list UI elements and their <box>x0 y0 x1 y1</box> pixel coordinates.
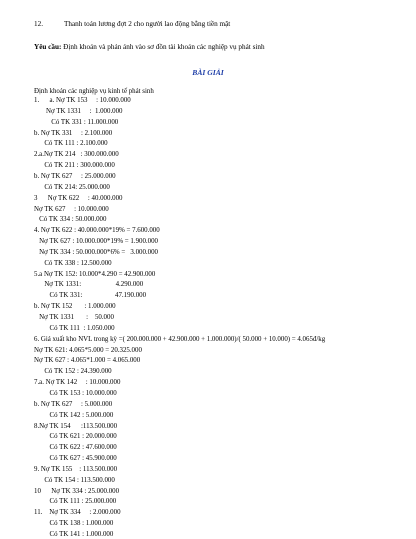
entry-line: 4. Nợ TK 622 : 40.000.000*19% = 7.600.000 <box>34 227 160 235</box>
entry-line: 9. Nợ TK 155 : 113.500.000 <box>34 465 118 473</box>
entry-line: Nợ TK 1331 : 1.000.000 <box>34 107 123 115</box>
entry-line: Có TK 338 : 12.500.000 <box>34 259 112 267</box>
entry-line: 11. Nợ TK 334 : 2.000.000 <box>34 509 121 517</box>
requirement-label: Yêu cầu: <box>34 43 62 51</box>
entry-line: Nợ TK 621: 4.065*5.000 = 20.325.000 <box>34 346 142 354</box>
entry-line: Có TK 211 : 300.000.000 <box>34 162 115 170</box>
entry-line: Có TK 331: 47.190.000 <box>34 292 147 300</box>
entry-line: Có TK 331 : 11.000.000 <box>34 118 119 126</box>
intro-line: Định khoản các nghiệp vụ kinh tế phát sinh <box>34 88 154 95</box>
entry-line: Nợ TK 1331: 4.290.000 <box>34 281 144 289</box>
entry-line: Nợ TK 627 : 10.000.000*19% = 1.900.000 <box>34 238 158 246</box>
entry-line: Có TK 111 : 1.050.000 <box>34 324 115 332</box>
entry-line: b. Nợ TK 331 : 2.100.000 <box>34 129 113 137</box>
entry-line: 6. Giá xuất kho NVL trong kỳ =( 200.000.000 + 42.900.000 + 1.000.000)/( 50.000 + 10.000) = 4.065đ/kg <box>34 335 326 343</box>
entry-line: 7.a. Nợ TK 142 : 10.000.000 <box>34 379 121 387</box>
problem-text: Thanh toán lương đợt 2 cho người lao động bằng tiền mặt <box>64 20 231 28</box>
entry-line: 8.Nợ TK 154 :113.500.000 <box>34 422 118 430</box>
entry-line: Có TK 214: 25.000.000 <box>34 183 110 191</box>
requirement-text: Định khoản và phản ánh vào sơ đồn tài khoản các nghiệp vụ phát sinh <box>61 43 265 51</box>
entry-line: Nợ TK 1331 : 50.000 <box>34 314 114 321</box>
requirement <box>34 43 265 51</box>
entry-line: Có TK 627 : 45.900.000 <box>34 455 117 463</box>
entry-line: Có TK 153 : 10.000.000 <box>34 389 117 397</box>
entry-line: Nợ TK 334 : 50.000.000*6% = 3.000.000 <box>34 248 158 256</box>
problem-statement <box>34 20 230 28</box>
entry-line: Có TK 334 : 50.000.000 <box>34 216 107 224</box>
problem-number: 12. <box>34 20 43 28</box>
entry-line: Nợ TK 627 : 10.000.000 <box>34 205 109 213</box>
entry-line: Có TK 111 : 2.100.000 <box>34 140 108 148</box>
entry-line: Có TK 142 : 5.000.000 <box>34 411 114 419</box>
entry-line: Có TK 622 : 47.600.000 <box>34 444 117 452</box>
entry-line: Có TK 152 : 24.390.000 <box>34 368 112 376</box>
entry-line: b. Nợ TK 152 : 1.000.000 <box>34 303 116 311</box>
entry-line: 2.a.Nợ TK 214 : 300.000.000 <box>34 151 119 159</box>
entry-line: Nợ TK 627 : 4.065*1.000 = 4.065.000 <box>34 357 141 365</box>
entry-line: b. Nợ TK 627 : 25.000.000 <box>34 172 116 180</box>
entry-line: 5.a Nợ TK 152: 10.000*4.290 = 42.900.000 <box>34 270 156 278</box>
entry-line: Có TK 138 : 1.000.000 <box>34 520 114 528</box>
entry-line: Có TK 141 : 1.000.000 <box>34 531 114 538</box>
solution-title: BÀI GIẢI <box>192 68 224 77</box>
entry-line: 10 Nợ TK 334 : 25.000.000 <box>34 487 120 495</box>
entry-line: Có TK 621 : 20.000.000 <box>34 433 117 441</box>
entry-line: Có TK 111 : 25.000.000 <box>34 498 117 506</box>
entry-line: 1. a. Nợ TK 153 : 10.000.000 <box>34 97 131 104</box>
entry-line: 3 Nợ TK 622 : 40.000.000 <box>34 194 123 202</box>
entry-line: Có TK 154 : 113.500.000 <box>34 476 115 484</box>
entry-line: b. Nợ TK 627 : 5.000.000 <box>34 400 113 408</box>
